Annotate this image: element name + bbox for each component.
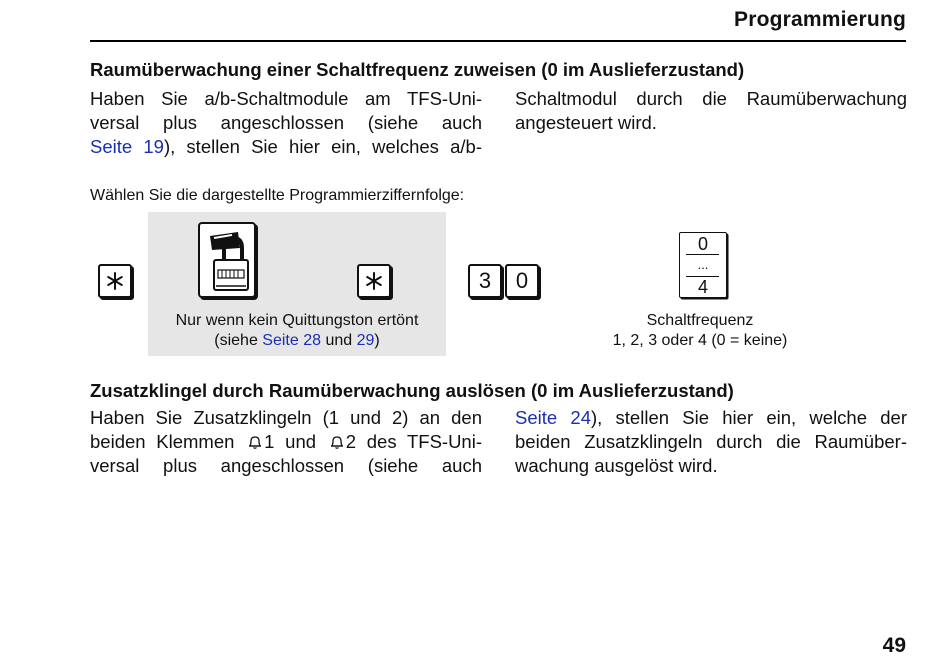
page-link-24[interactable]: Seite 24 — [515, 407, 591, 428]
frequency-caption-line2: 1, 2, 3 oder 4 (0 = keine) — [612, 332, 788, 349]
page-link-29[interactable]: 29 — [356, 332, 375, 349]
bell-icon — [329, 434, 345, 450]
bell-icon — [247, 434, 263, 450]
section1-left-line2: versal plus angeschlossen (siehe auch — [90, 112, 482, 133]
section1-right-line1: Schaltmodul durch die Raumüberwachung — [515, 88, 907, 109]
conditional-note-line2 — [148, 331, 446, 351]
section1-right-column — [515, 87, 907, 135]
section2-left-line2 — [90, 430, 482, 454]
header-divider — [90, 40, 906, 42]
frequency-caption-line1: Schaltfrequenz — [646, 312, 754, 329]
asterisk-icon — [105, 271, 125, 291]
section1-left-line1: Haben Sie a/b-Schaltmodule am TFS-Uni- — [90, 88, 482, 109]
star-key-2 — [357, 264, 391, 298]
note-mid: und — [321, 332, 357, 349]
note-pre: (siehe — [214, 332, 263, 349]
freq-bottom-value: 4 — [697, 277, 708, 297]
conditional-note-line1: Nur wenn kein Quittungston ertönt — [175, 312, 419, 329]
frequency-selector-key — [679, 232, 727, 298]
instruction-text: Wählen Sie die dargestellte Programmierziffernfolge: — [90, 187, 465, 204]
freq-top-value: 0 — [697, 234, 708, 254]
page-link-19[interactable]: Seite 19 — [90, 136, 164, 157]
digit-key-3: 3 — [468, 264, 502, 298]
s2-line2-b: 1 und — [264, 431, 327, 452]
section1-left-line3 — [90, 135, 482, 159]
s2-line2-c: 2 des TFS-Uni- — [345, 431, 482, 452]
freq-ellipsis: ... — [697, 257, 709, 272]
frequency-caption — [580, 311, 820, 351]
section2-left-line1: Haben Sie Zusatzklingeln (1 und 2) an den — [90, 407, 482, 428]
section2-heading: Zusatzklingel durch Raumüberwachung auslösen (0 im Auslieferzustand) — [90, 380, 734, 401]
star-key — [98, 264, 132, 298]
page-header-title: Programmierung — [734, 8, 906, 31]
conditional-note — [148, 311, 446, 351]
section1-left-column — [90, 87, 482, 159]
section2-left-line3: versal plus angeschlossen (siehe auch — [90, 455, 482, 476]
section2-right-column — [515, 406, 907, 478]
section2-left-column — [90, 406, 482, 478]
s2-right-line1-rest: ), stellen Sie hier ein, welche der — [591, 407, 907, 428]
s2-line2-a: beiden Klemmen — [90, 431, 246, 452]
freq-divider-top — [686, 254, 719, 255]
section1-right-line2: angesteuert wird. — [515, 112, 657, 133]
section2-right-line2: beiden Zusatzklingeln durch die Raumüber- — [515, 431, 907, 452]
section2-right-line1 — [515, 406, 907, 430]
padlock-key-icon — [202, 226, 252, 294]
section1-left-line3-rest: ), stellen Sie hier ein, welches a/b- — [163, 136, 482, 157]
note-post: ) — [374, 332, 380, 349]
digit-key-0: 0 — [505, 264, 539, 298]
page-number: 49 — [882, 634, 906, 657]
section1-heading: Raumüberwachung einer Schaltfrequenz zuweisen (0 im Auslieferzustand) — [90, 59, 745, 80]
asterisk-icon — [364, 271, 384, 291]
section2-right-line3: wachung ausgelöst wird. — [515, 455, 718, 476]
page-link-28[interactable]: Seite 28 — [262, 332, 322, 349]
lock-key — [198, 222, 256, 298]
